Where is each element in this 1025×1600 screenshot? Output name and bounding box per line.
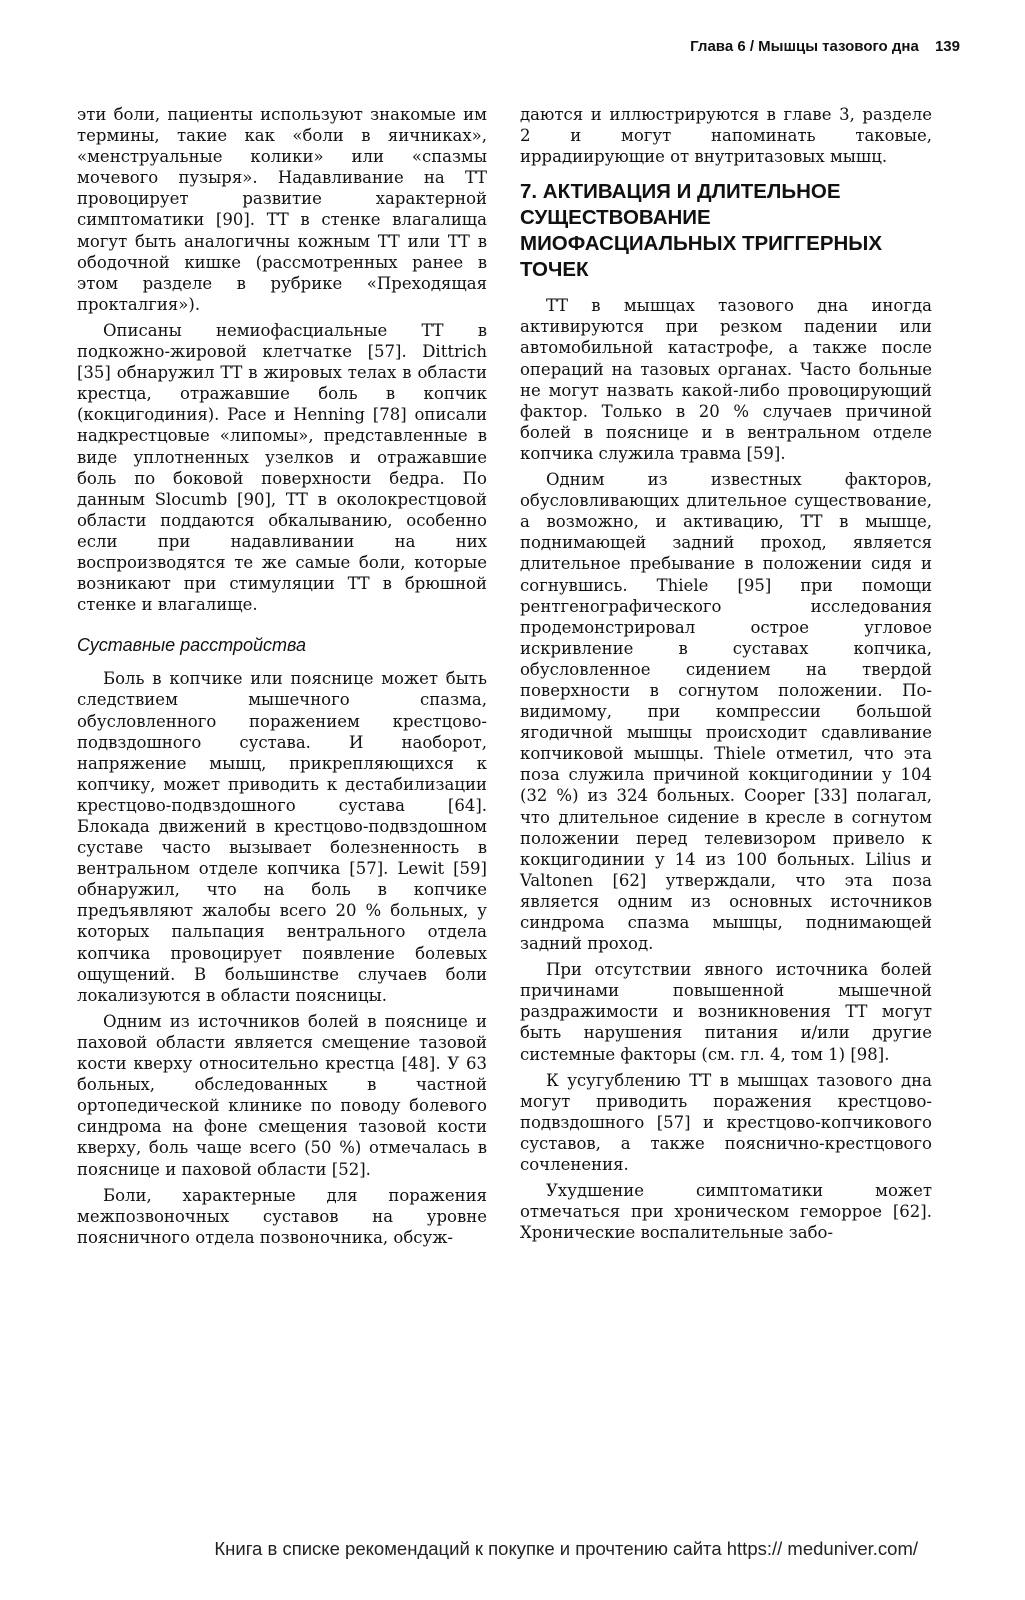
paragraph: Одним из известных факторов, обусловливающих длительное существование, а возможно, и активацию, ТТ в мышце, поднимающей задний проход, является длительное пребывание в положении сидя и согнувшись. Thiele [95] при помощи рентгенографического исследования продемонстрировал острое угловое искривление в суставах копчика, обусловленное сидением на твердой поверхности в согнутом положении. По-видимому, при компрессии большой ягодичной мышцы происходит сдавливание копчиковой мышцы. Thiele отметил, что эта поза служила причиной кокцигодинии у 104 (32 %) из 324 больных. Cooper [33] полагал, что длительное сидение в кресле в согнутом положении перед телевизором привело к кокцигодинии у 14 из 100 больных. Lilius и Valtonen [62] утверждали, что эта поза является одним из основных источников синдрома спазма мышцы, поднимающей задний проход.	[520, 470, 932, 954]
section-heading: 7. АКТИВАЦИЯ И ДЛИТЕЛЬНОЕ СУЩЕСТВОВАНИЕ МИОФАСЦИАЛЬНЫХ ТРИГГЕРНЫХ ТОЧЕК	[520, 180, 883, 282]
running-header	[540, 38, 960, 55]
paragraph: При отсутствии явного источника болей причинами повышенной мышечной раздражимости и возникновения ТТ могут быть нарушения питания и/или другие системные факторы (см. гл. 4, том 1) [98].	[520, 960, 932, 1064]
chapter-title: Глава 6 / Мышцы тазового дна	[690, 38, 919, 55]
page-number: 139	[934, 38, 960, 55]
paragraph: эти боли, пациенты используют знакомые им термины, такие как «боли в яичниках», «менструальные колики» или «спазмы мочевого пузыря». Надавливание на ТТ провоцирует развитие характерной симптоматики [90]. ТТ в стенке влагалища могут быть аналогичны кожным ТТ или ТТ в ободочной кишке (рассмотренных ранее в этом разделе в рубрике «Преходящая прокталгия»).	[77, 105, 487, 314]
right-column	[520, 104, 932, 1248]
paragraph: Боль в копчике или пояснице может быть следствием мышечного спазма, обусловленного поражением крестцово-подвздошного сустава. И наоборот, напряжение мышц, прикрепляющихся к копчику, может приводить к дестабилизации крестцово-подвздошного сустава [64]. Блокада движений в крестцово-подвздошном суставе часто вызывает болезненность в вентральном отделе копчика [57]. Lewit [59] обнаружил, что на боль в копчике предъявляют жалобы всего 20 % больных, у которых пальпация вентрального отдела копчика провоцирует появление болевых ощущений. В большинстве случаев боли локализуются в области поясницы.	[77, 669, 487, 1005]
subsection-heading: Суставные расстройства	[77, 635, 307, 656]
site-footer-note: Книга в списке рекомендаций к покупке и прочтению сайта https:// meduniver.com/	[214, 1538, 918, 1559]
paragraph: Описаны немиофасциальные ТТ в подкожно-жировой клетчатке [57]. Dittrich [35] обнаружил ТТ в жировых телах в области крестца, отражавшие боль в копчик (кокцигодиния). Pace и Henning [78] описали надкрестцовые «липомы», представленные в виде уплотненных узелков и отражавшие боль по боковой поверхности бедра. По данным Slocumb [90], ТТ в околокрестцовой области поддаются обкалыванию, особенно если при надавливании на них воспроизводятся те же самые боли, которые возникают при стимуляции ТТ в брюшной стенке и влагалище.	[77, 320, 487, 615]
paragraph: К усугублению ТТ в мышцах тазового дна могут приводить поражения крестцово-подвздошного [57] и крестцово-копчикового суставов, а также пояснично-крестцового сочленения.	[520, 1070, 932, 1175]
paragraph: Ухудшение симптоматики может отмечаться при хроническом геморрое [62]. Хронические воспалительные забо-	[520, 1181, 932, 1243]
paragraph: ТТ в мышцах тазового дна иногда активируются при резком падении или автомобильной катастрофе, а также после операций на тазовых органах. Часто больные не могут назвать какой-либо провоцирующий фактор. Только в 20 % случаев причиной болей в пояснице и в вентральном отделе копчика служила травма [59].	[520, 296, 932, 463]
paragraph: Боли, характерные для поражения межпозвоночных суставов на уровне поясничного отдела позвоночника, обсуж-	[77, 1185, 487, 1247]
paragraph: даются и иллюстрируются в главе 3, разделе 2 и могут напоминать таковые, иррадиирующие от внутритазовых мышц.	[520, 105, 932, 167]
left-column	[77, 104, 487, 1253]
paragraph: Одним из источников болей в пояснице и паховой области является смещение тазовой кости кверху относительно крестца [48]. У 63 больных, обследованных в частной ортопедической клинике по поводу болевого синдрома на фоне смещения тазовой кости кверху, боль чаще всего (50 %) отмечалась в пояснице и паховой области [52].	[77, 1011, 487, 1179]
